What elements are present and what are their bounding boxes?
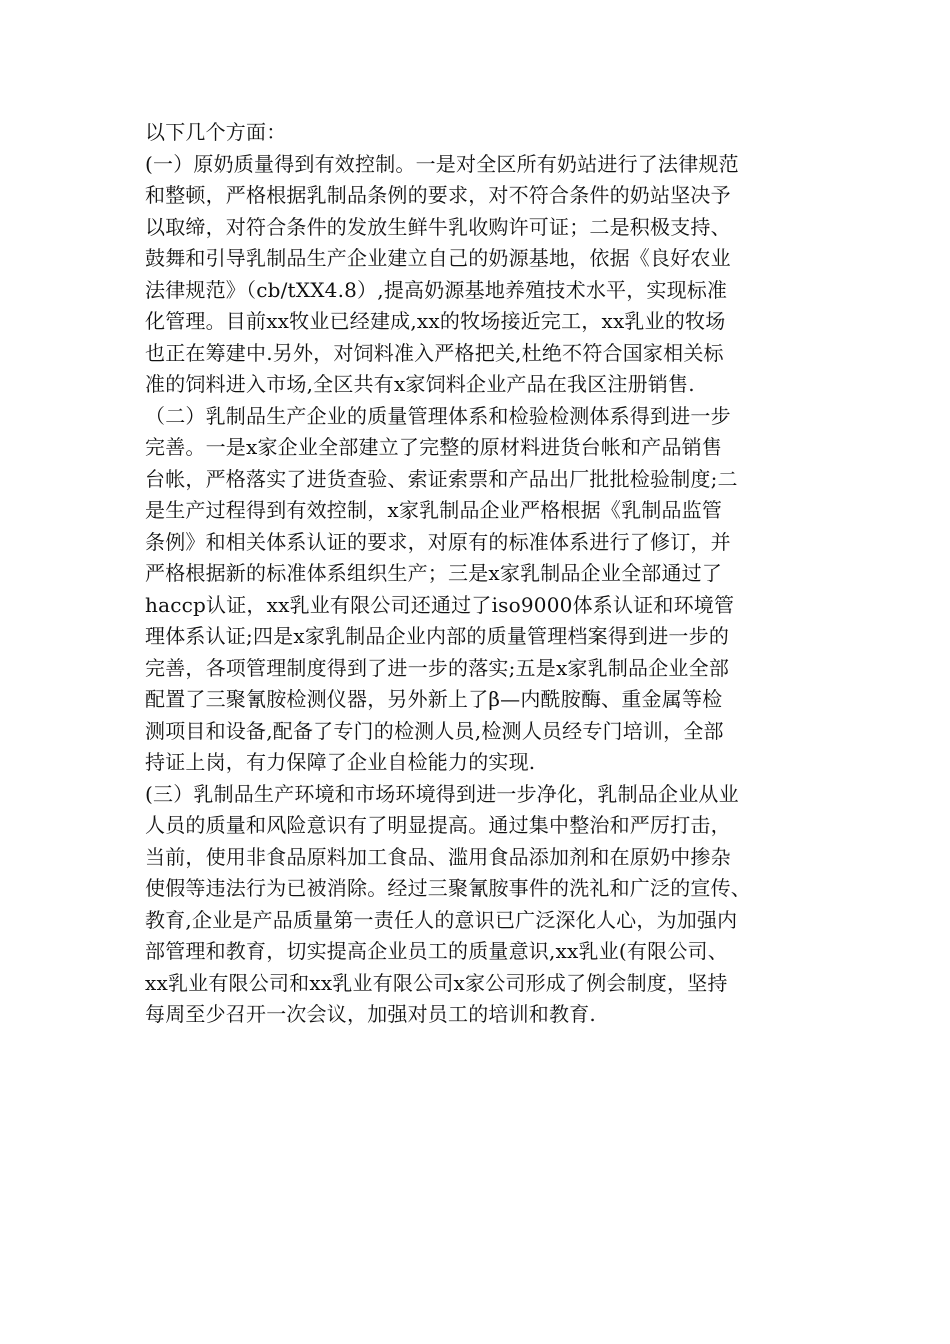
text-line-5: 鼓舞和引导乳制品生产企业建立自己的奶源基地，依据《良好农业 (145, 246, 731, 270)
text-line-27: 部管理和教育，切实提高企业员工的质量意识,xx乳业(有限公司、 (145, 939, 728, 963)
text-line-14: 条例》和相关体系认证的要求，对原有的标准体系进行了修订，并 (145, 529, 731, 554)
text-line-10: （二）乳制品生产企业的质量管理体系和检验检测体系得到进一步 (145, 403, 731, 428)
text-line-15: 严格根据新的标准体系组织生产；三是x家乳制品企业全部通过了 (145, 561, 723, 585)
text-line-24: 当前，使用非食品原料加工食品、滥用食品添加剂和在原奶中掺杂 (145, 844, 731, 869)
text-line-2: (一）原奶质量得到有效控制。一是对全区所有奶站进行了法律规范 (145, 151, 739, 176)
text-line-4: 以取缔，对符合条件的发放生鲜牛乳收购许可证；二是积极支持、 (145, 214, 731, 239)
text-line-6: 法律规范》（cb/tXX4.8）,提高奶源基地养殖技术水平，实现标准 (145, 277, 728, 302)
text-line-1: 以下几个方面： (145, 120, 287, 144)
text-line-18: 完善，各项管理制度得到了进一步的落实;五是x家乳制品企业全部 (145, 655, 730, 680)
text-line-20: 测项目和设备,配备了专门的检测人员,检测人员经专门培训，全部 (145, 718, 724, 743)
text-line-16: haccp认证，xx乳业有限公司还通过了iso9000体系认证和环境管 (145, 592, 735, 617)
text-line-13: 是生产过程得到有效控制，x家乳制品企业严格根据《乳制品监管 (145, 498, 723, 522)
text-line-3: 和整顿，严格根据乳制品条例的要求，对不符合条件的奶站坚决予 (145, 183, 731, 207)
text-line-21: 持证上岗，有力保障了企业自检能力的实现. (145, 750, 536, 774)
text-line-8: 也正在筹建中.另外，对饲料准入严格把关,杜绝不符合国家相关标 (145, 340, 724, 365)
text-line-12: 台帐，严格落实了进货查验、索证索票和产品出厂批批检验制度;二 (145, 466, 738, 491)
text-line-28: xx乳业有限公司和xx乳业有限公司x家公司形成了例会制度，坚持 (145, 970, 728, 995)
text-line-7: 化管理。目前xx牧业已经建成,xx的牧场接近完工，xx乳业的牧场 (145, 309, 726, 333)
text-line-22: (三）乳制品生产环境和市场环境得到进一步净化，乳制品企业从业 (145, 781, 739, 806)
text-line-25: 使假等违法行为已被消除。经过三聚氰胺事件的洗礼和广泛的宣传、 (145, 876, 751, 900)
text-line-9: 准的饲料进入市场,全区共有x家饲料企业产品在我区注册销售. (145, 372, 695, 396)
text-line-11: 完善。一是x家企业全部建立了完整的原材料进货台帐和产品销售 (145, 435, 723, 459)
text-line-19: 配置了三聚氰胺检测仪器，另外新上了β—内酰胺酶、重金属等检 (145, 687, 723, 711)
document-body (145, 117, 815, 1031)
text-line-17: 理体系认证;四是x家乳制品企业内部的质量管理档案得到进一步的 (145, 624, 730, 648)
text-line-29: 每周至少召开一次会议，加强对员工的培训和教育. (145, 1002, 596, 1026)
text-line-26: 教育,企业是产品质量第一责任人的意识已广泛深化人心，为加强内 (145, 907, 738, 932)
text-line-23: 人员的质量和风险意识有了明显提高。通过集中整治和严厉打击， (145, 813, 731, 837)
